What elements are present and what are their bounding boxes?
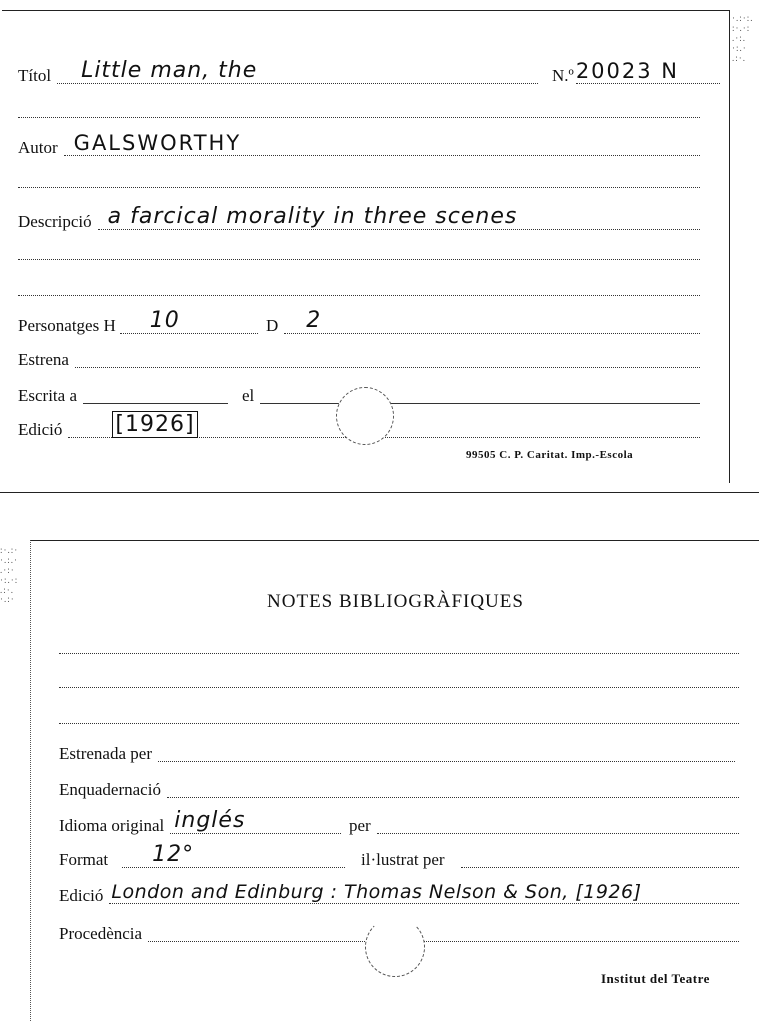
back-edicio-value: London and Edinburg : Thomas Nelson & Son, [1926] — [111, 881, 642, 903]
enquadernacio-label: Enquadernació — [59, 780, 161, 799]
scan-speckle: ·.:·:. :·.·: .·:. ·:.· .:·. — [732, 13, 754, 63]
titol-field — [57, 58, 538, 84]
catalog-card-back — [30, 540, 759, 1021]
idioma-row — [59, 808, 341, 835]
descripcio-label: Descripció — [18, 212, 92, 231]
enquadernacio-field — [167, 777, 739, 798]
blank-line — [18, 295, 700, 296]
institut-imprint: Institut del Teatre — [601, 971, 710, 986]
format-label: Format — [59, 850, 109, 869]
catalog-card-front — [2, 10, 730, 483]
numero-row — [552, 59, 720, 85]
card-separator — [0, 492, 759, 493]
blank-line — [59, 687, 739, 688]
numero-label: N.º — [552, 66, 574, 85]
estrena-row — [18, 347, 700, 368]
numero-value: 20023 N — [575, 59, 680, 83]
estrenada-row — [59, 741, 735, 762]
escrita-row — [18, 383, 228, 404]
titol-value: Little man, the — [81, 58, 258, 83]
idioma-label: Idioma original — [59, 816, 165, 835]
personatges-d-label: D — [266, 316, 279, 335]
illustrat-label: il·lustrat per — [361, 850, 445, 869]
per-label: per — [349, 816, 371, 835]
format-value: 12° — [152, 842, 195, 867]
escrita-field — [83, 383, 228, 404]
autor-value: GALSWORTHY — [73, 131, 242, 155]
estrenada-label: Estrenada per — [59, 744, 152, 763]
edicio-value: [1926] — [112, 411, 197, 438]
titol-row — [18, 58, 538, 85]
estrena-field — [75, 347, 700, 368]
enquadernacio-row — [59, 777, 739, 798]
format-field — [122, 842, 345, 868]
illustrat-field — [461, 847, 739, 868]
personatges-d-field — [284, 308, 700, 334]
back-edicio-row — [59, 883, 739, 904]
blank-line — [18, 117, 700, 118]
idioma-field — [170, 808, 341, 834]
procedencia-label: Procedència — [59, 924, 143, 943]
autor-field — [64, 131, 700, 156]
titol-label: Títol — [18, 66, 52, 85]
notes-heading: NOTES BIBLIOGRÀFIQUES — [267, 591, 524, 612]
numero-field — [575, 59, 720, 84]
el-label: el — [242, 386, 255, 405]
blank-line — [18, 259, 700, 260]
blank-line — [59, 723, 739, 724]
blank-line — [59, 653, 739, 654]
estrena-label: Estrena — [18, 350, 69, 369]
descripcio-value: a farcical morality in three scenes — [107, 204, 518, 229]
scan-speckle: :·.:· ·.:.· .·:· ·:.·: .:·. ·.:· — [0, 545, 19, 605]
back-edicio-field — [109, 883, 739, 904]
personatges-label: Personatges H — [18, 316, 116, 335]
idioma-value: inglés — [174, 808, 246, 833]
escrita-label: Escrita a — [18, 386, 77, 405]
illustrat-row — [361, 847, 739, 868]
personatges-d-row — [266, 308, 700, 335]
format-row — [59, 842, 345, 869]
punch-hole — [336, 387, 394, 445]
personatges-h-row — [18, 308, 258, 335]
el-row — [242, 383, 700, 404]
estrenada-field — [158, 741, 735, 762]
back-edicio-label: Edició — [59, 886, 104, 905]
descripcio-field — [98, 204, 700, 230]
punch-hole — [365, 917, 425, 977]
idioma-per-row — [349, 813, 739, 834]
idioma-per-field — [377, 813, 739, 834]
procedencia-field — [148, 921, 739, 942]
autor-row — [18, 131, 700, 157]
autor-label: Autor — [18, 138, 58, 157]
personatges-d-value: 2 — [306, 308, 322, 333]
el-field — [260, 383, 700, 404]
printer-imprint: 99505 C. P. Caritat. Imp.-Escola — [466, 449, 634, 461]
descripcio-row — [18, 204, 700, 231]
blank-line — [18, 187, 700, 188]
personatges-h-field — [120, 308, 258, 334]
personatges-h-value: 10 — [149, 308, 180, 333]
edicio-label: Edició — [18, 420, 63, 439]
